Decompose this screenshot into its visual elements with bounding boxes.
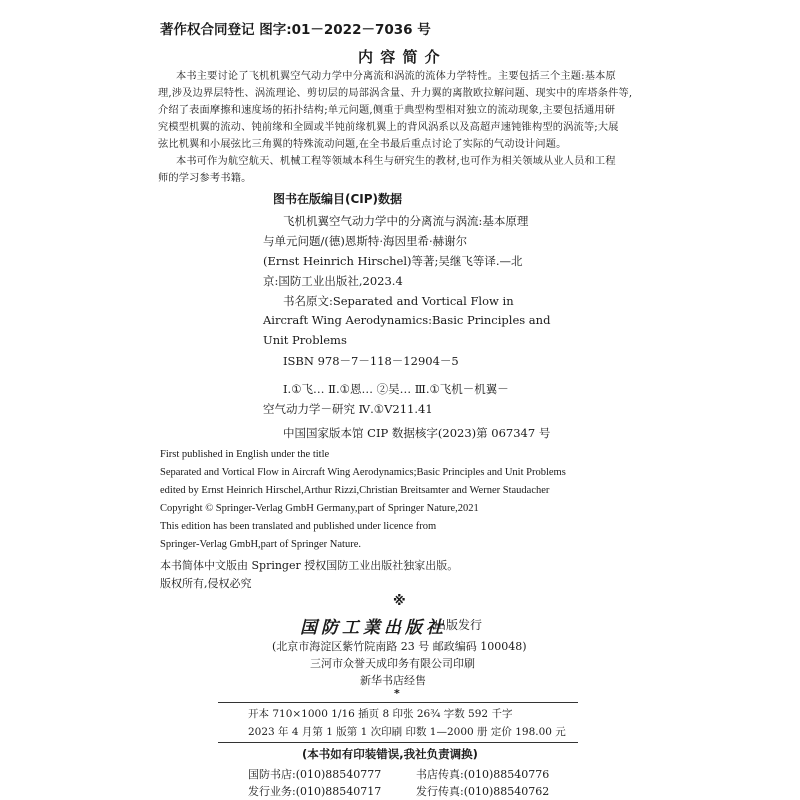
cip-line: (Ernst Heinrich Hirschel)等著;吴继飞等译.—北 [263,254,523,268]
rights-reserved: 版权所有,侵权必究 [160,577,252,590]
rule-bottom [218,742,578,743]
english-line: First published in English under the title [160,449,330,460]
contact-distribution-fax: 发行传真:(010)88540762 [416,785,550,798]
english-line: Separated and Vortical Flow in Aircraft Wing Aerodynamics;Basic Principles and Unit Problems [160,467,566,478]
intro-line: 本书主要讨论了飞机机翼空气动力学中分离流和涡流的流体力学特性。主要包括三个主题:基本原 [176,71,616,82]
intro-line: 理,涉及边界层特性、涡流理论、剪切层的局部涡含量、升力翼的离散欧拉解问题、现实中的库塔条件等, [158,88,633,99]
asterisk: * [394,687,400,700]
cip-line: 京:国防工业出版社,2023.4 [263,274,403,288]
contact-bookstore-fax: 书店传真:(010)88540776 [416,768,550,781]
english-line: Copyright © Springer-Verlag GmbH Germany,part of Springer Nature,2021 [160,503,479,514]
cip-line: Aircraft Wing Aerodynamics:Basic Principles and [263,313,551,327]
intro-line: 介绍了表面摩擦和速度场的拓扑结构;单元问题,侧重于典型构型相对独立的流动现象,主要包括通用研 [158,105,616,116]
distributor: 新华书店经售 [360,674,426,687]
spec-line: 2023 年 4 月第 1 版第 1 次印刷 印数 1—2000 册 定价 198.00 元 [248,726,566,738]
publisher-address: (北京市海淀区紫竹院南路 23 号 邮政编码 100048) [272,640,527,653]
cip-line: Unit Problems [263,333,347,347]
print-error-notice: (本书如有印装错误,我社负责调换) [302,747,478,761]
cip-line: 书名原文:Separated and Vortical Flow in [283,294,514,308]
classification-line: 空气动力学－研究 Ⅳ.①V211.41 [263,402,433,416]
reference-mark: ※ [393,594,406,609]
spec-line: 开本 710×1000 1/16 插页 8 印张 26¾ 字数 592 千字 [248,708,513,720]
rule-top [218,702,578,703]
license-statement: 本书简体中文版由 Springer 授权国防工业出版社独家出版。 [160,559,459,572]
cip-line: 飞机机翼空气动力学中的分离流与涡流:基本原理 [283,214,529,228]
contact-distribution: 发行业务:(010)88540717 [248,785,382,798]
contact-bookstore: 国防书店:(010)88540777 [248,768,382,781]
intro-line: 究模型机翼的流动、钝前缘和全圆或半钝前缘机翼上的背风涡系以及高超声速钝锥构型的涡流等;大展 [158,122,619,133]
intro-line: 师的学习参考书籍。 [158,173,252,184]
intro-line: 弦比机翼和小展弦比三角翼的特殊流动问题,在全书最后重点讨论了实际的气动设计问题。 [158,139,567,150]
cip-heading: 图书在版编目(CIP)数据 [273,192,403,206]
english-line: This edition has been translated and published under licence from [160,521,437,532]
publisher-suffix: 出版发行 [434,618,483,632]
english-line: edited by Ernst Heinrich Hirschel,Arthur Rizzi,Christian Breitsamter and Werner Staudacher [160,485,550,496]
isbn: ISBN 978－7－118－12904－5 [283,354,459,368]
classification-line: Ⅰ.①飞… Ⅱ.①恩… ②吴… Ⅲ.①飞机－机翼－ [283,382,509,396]
copyright-registration: 著作权合同登记 图字:01－2022－7036 号 [160,22,431,38]
cip-check-number: 中国国家版本馆 CIP 数据核字(2023)第 067347 号 [283,426,551,440]
printer: 三河市众誉天成印务有限公司印刷 [310,657,475,670]
english-line: Springer-Verlag GmbH,part of Springer Nature. [160,539,361,550]
cip-line: 与单元问题/(德)恩斯特·海因里希·赫谢尔 [263,234,468,248]
page-title: 内 容 简 介 [358,48,441,66]
publisher-logotype: 国防工業出版社 [300,618,447,638]
intro-line: 本书可作为航空航天、机械工程等领域本科生与研究生的教材,也可作为相关领域从业人员和工程 [176,156,616,167]
